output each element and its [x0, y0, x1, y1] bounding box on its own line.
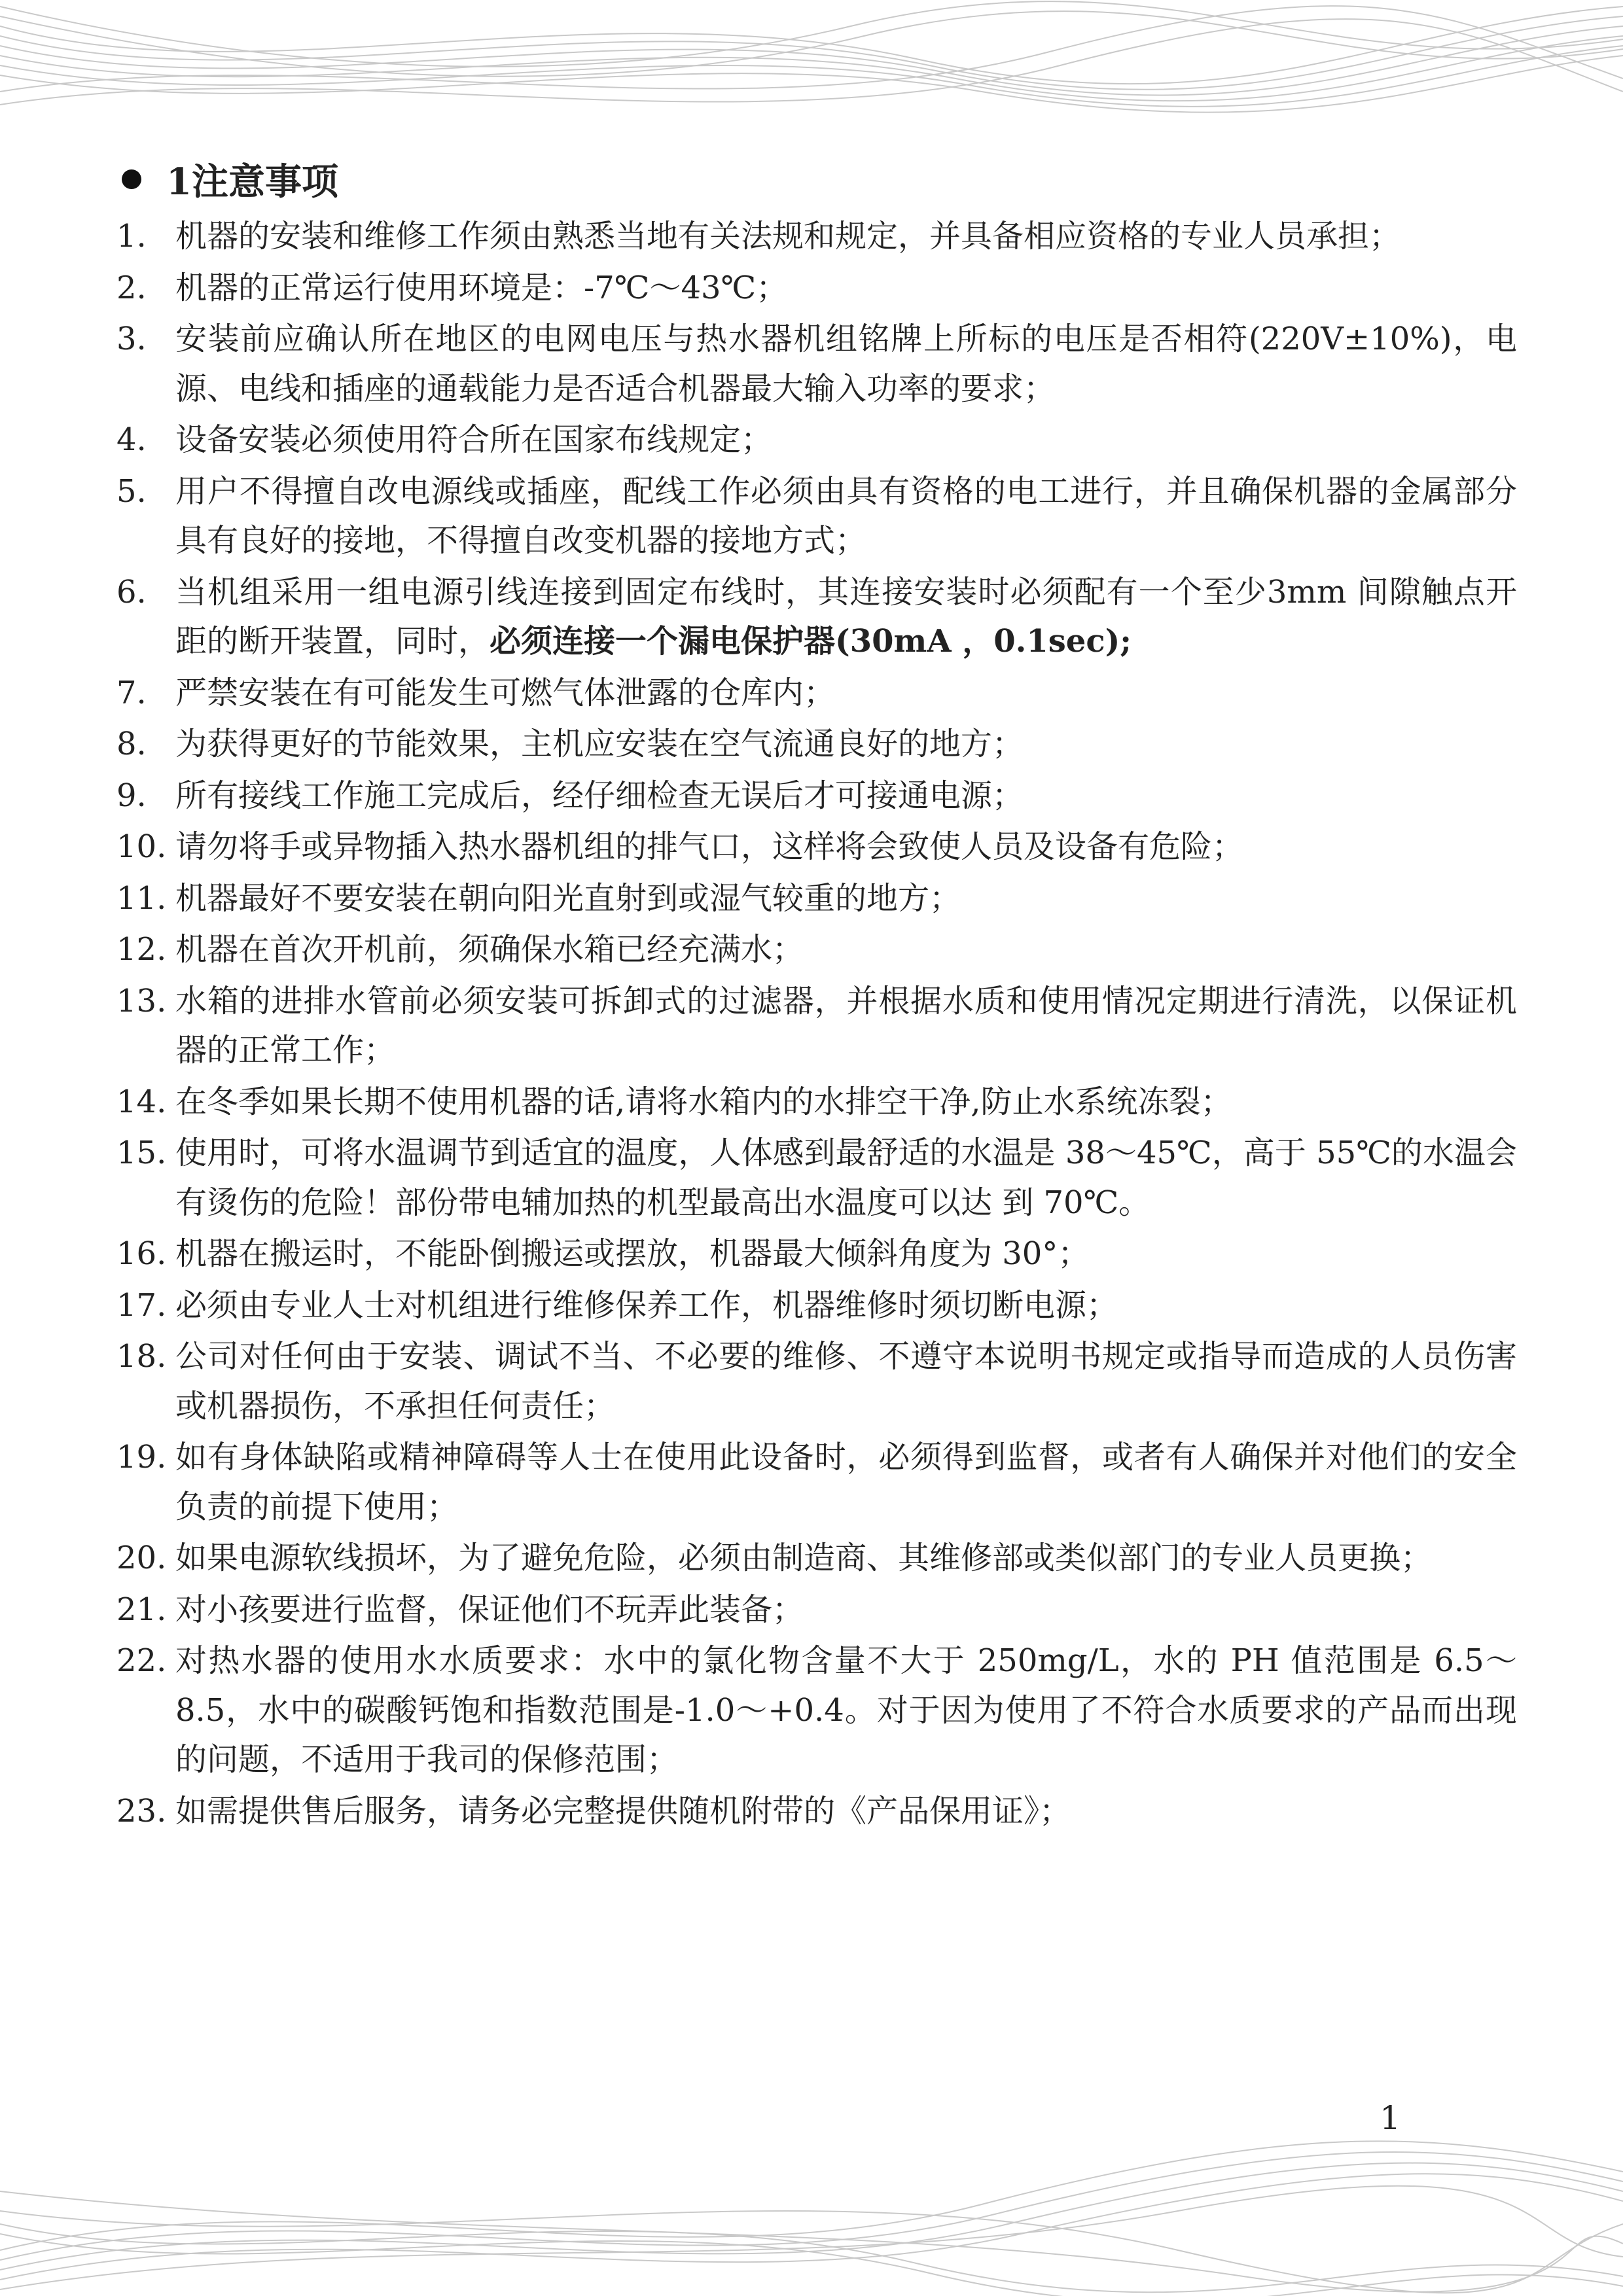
notice-item-text-body: 对热水器的使用水水质要求：水中的氯化物含量不大于 250mg/L，水的 PH 值范围是 6.5～8.5，水中的碳酸钙饱和指数范围是-1.0～+0.4。对于因为使用了不符合水质要求的产品而出现的问题，不适用于我司的保修范围；	[175, 1642, 1517, 1778]
notice-item	[116, 467, 1517, 566]
notice-item-text	[175, 568, 1517, 667]
notice-item	[116, 212, 1517, 262]
notice-item-text	[175, 1281, 1517, 1331]
notice-item	[116, 1129, 1517, 1227]
notice-item	[116, 720, 1517, 769]
notice-item	[116, 1585, 1517, 1635]
notice-item-number: 17.	[116, 1286, 167, 1324]
notice-item-text-body: 机器的正常运行使用环境是：-7℃～43℃；	[175, 269, 788, 306]
notice-item-text	[175, 669, 1517, 718]
notice-item-number: 8.	[116, 726, 147, 762]
notice-item-number: 14.	[116, 1083, 167, 1120]
notice-item-text-body: 如有身体缺陷或精神障碍等人士在使用此设备时，必须得到监督，或者有人确保并对他们的安全负责的前提下使用；	[175, 1439, 1517, 1525]
notice-item-number: 11.	[116, 879, 167, 917]
bullet-icon	[122, 169, 141, 189]
notice-item	[116, 771, 1517, 821]
notice-item-text-body: 如需提供售后服务，请务必完整提供随机附带的《产品保用证》；	[175, 1792, 1071, 1829]
notice-item-text-body: 在冬季如果长期不使用机器的话,请将水箱内的水排空干净,防止水系统冻裂；	[175, 1083, 1232, 1120]
notice-item-number: 22.	[116, 1642, 167, 1679]
notice-item-number: 23.	[116, 1792, 167, 1829]
notice-item-text	[175, 822, 1517, 872]
notice-item	[116, 925, 1517, 975]
notice-item-text	[175, 1534, 1517, 1583]
notice-item-text	[175, 1078, 1517, 1127]
notice-item-text-body: 公司对任何由于安装、调试不当、不必要的维修、不遵守本说明书规定或指导而造成的人员伤害或机器损伤，不承担任何责任；	[175, 1338, 1517, 1424]
notice-item	[116, 1787, 1517, 1837]
notice-item-text-body: 请勿将手或异物插入热水器机组的排气口，这样将会致使人员及设备有危险；	[175, 828, 1244, 865]
notice-item-text-body: 严禁安装在有可能发生可燃气体泄露的仓库内；	[175, 674, 836, 711]
notice-item-text-body: 机器在首次开机前，须确保水箱已经充满水；	[175, 931, 804, 968]
notice-item-number: 3.	[116, 321, 147, 357]
notice-item-text-body: 机器最好不要安装在朝向阳光直射到或湿气较重的地方；	[175, 879, 961, 917]
notice-item-number: 7.	[116, 674, 147, 711]
notice-item-text	[175, 977, 1517, 1076]
notice-item-text	[175, 315, 1517, 414]
notice-item-emphasis: 必须连接一个漏电保护器(30mA ，0.1sec);	[490, 623, 1132, 660]
notice-item-number: 12.	[116, 931, 167, 968]
notice-item	[116, 874, 1517, 924]
notice-item-text-body: 当机组采用一组电源引线连接到固定布线时，其连接安装时必须配有一个至少3mm 间隙触点开距的断开装置，同时，	[175, 573, 1517, 660]
notice-item	[116, 1281, 1517, 1331]
notice-item-text	[175, 415, 1517, 465]
notice-item	[116, 264, 1517, 313]
notice-item-text-body: 机器的安装和维修工作须由熟悉当地有关法规和规定，并具备相应资格的专业人员承担；	[175, 218, 1401, 255]
notice-item-text	[175, 1332, 1517, 1431]
notice-item-number: 9.	[116, 777, 147, 814]
notice-section	[116, 149, 1517, 1838]
notice-item-text	[175, 264, 1517, 313]
notice-item-number: 5.	[116, 472, 147, 510]
notice-item-text	[175, 467, 1517, 566]
notice-item-text	[175, 1585, 1517, 1635]
notice-item-number: 2.	[116, 269, 147, 306]
notice-item-text-body: 必须由专业人士对机组进行维修保养工作，机器维修时须切断电源；	[175, 1286, 1118, 1324]
notice-item-text	[175, 212, 1517, 262]
notice-item-number: 21.	[116, 1591, 167, 1628]
notice-item	[116, 669, 1517, 718]
notice-item-number: 15.	[116, 1135, 167, 1171]
notice-item-number: 18.	[116, 1338, 167, 1375]
notice-item-text-body: 机器在搬运时，不能卧倒搬运或摆放，机器最大倾斜角度为 30°；	[175, 1235, 1090, 1272]
notice-item	[116, 1636, 1517, 1785]
notice-item-text-body: 所有接线工作施工完成后，经仔细检查无误后才可接通电源；	[175, 777, 1024, 814]
notice-item	[116, 568, 1517, 667]
notice-item-text-body: 使用时，可将水温调节到适宜的温度，人体感到最舒适的水温是 38～45℃，高于 55℃的水温会有烫伤的危险！部份带电辅加热的机型最高出水温度可以达 到 70℃。	[175, 1135, 1517, 1221]
notice-list	[116, 212, 1517, 1836]
notice-item-text-body: 如果电源软线损坏，为了避免危险，必须由制造商、其维修部或类似部门的专业人员更换；	[175, 1540, 1433, 1576]
notice-item-text	[175, 1433, 1517, 1532]
notice-item-text	[175, 720, 1517, 769]
notice-item	[116, 1332, 1517, 1431]
notice-item-text-body: 水箱的进排水管前必须安装可拆卸式的过滤器，并根据水质和使用情况定期进行清洗，以保证机器的正常工作；	[175, 982, 1517, 1069]
notice-item-text	[175, 925, 1517, 975]
notice-item	[116, 415, 1517, 465]
notice-item-number: 4.	[116, 421, 147, 458]
notice-item-number: 1.	[116, 218, 147, 255]
notice-item-number: 19.	[116, 1439, 167, 1475]
notice-item	[116, 1534, 1517, 1583]
notice-item-text-body: 对小孩要进行监督，保证他们不玩弄此装备；	[175, 1591, 804, 1628]
notice-item-number: 6.	[116, 573, 147, 610]
notice-item-text-body: 用户不得擅自改电源线或插座，配线工作必须由具有资格的电工进行，并且确保机器的金属部分具有良好的接地，不得擅自改变机器的接地方式；	[175, 472, 1517, 559]
notice-item	[116, 315, 1517, 414]
notice-item-text-body: 设备安装必须使用符合所在国家布线规定；	[175, 421, 773, 458]
notice-item-number: 20.	[116, 1540, 167, 1576]
notice-item-text-body: 为获得更好的节能效果，主机应安装在空气流通良好的地方；	[175, 726, 1024, 762]
notice-item-number: 16.	[116, 1235, 167, 1272]
notice-item-text	[175, 1229, 1517, 1279]
notice-item-number: 13.	[116, 982, 167, 1019]
notice-item-number: 10.	[116, 828, 167, 865]
notice-item	[116, 822, 1517, 872]
notice-item	[116, 1433, 1517, 1532]
section-heading	[116, 149, 1517, 209]
section-title: 1注意事项	[166, 160, 338, 203]
notice-item	[116, 1078, 1517, 1127]
notice-item-text-body: 安装前应确认所在地区的电网电压与热水器机组铭牌上所标的电压是否相符(220V±10%)，电源、电线和插座的通载能力是否适合机器最大输入功率的要求；	[175, 321, 1517, 407]
decorative-wave-bottom	[0, 2093, 1623, 2296]
notice-item	[116, 1229, 1517, 1279]
decorative-wave-top	[0, 0, 1623, 164]
notice-item-text	[175, 1636, 1517, 1785]
notice-item-text	[175, 1129, 1517, 1227]
notice-item-text	[175, 1787, 1517, 1837]
notice-item	[116, 977, 1517, 1076]
page-number: 1	[1380, 2099, 1400, 2137]
notice-item-text	[175, 874, 1517, 924]
notice-item-text	[175, 771, 1517, 821]
